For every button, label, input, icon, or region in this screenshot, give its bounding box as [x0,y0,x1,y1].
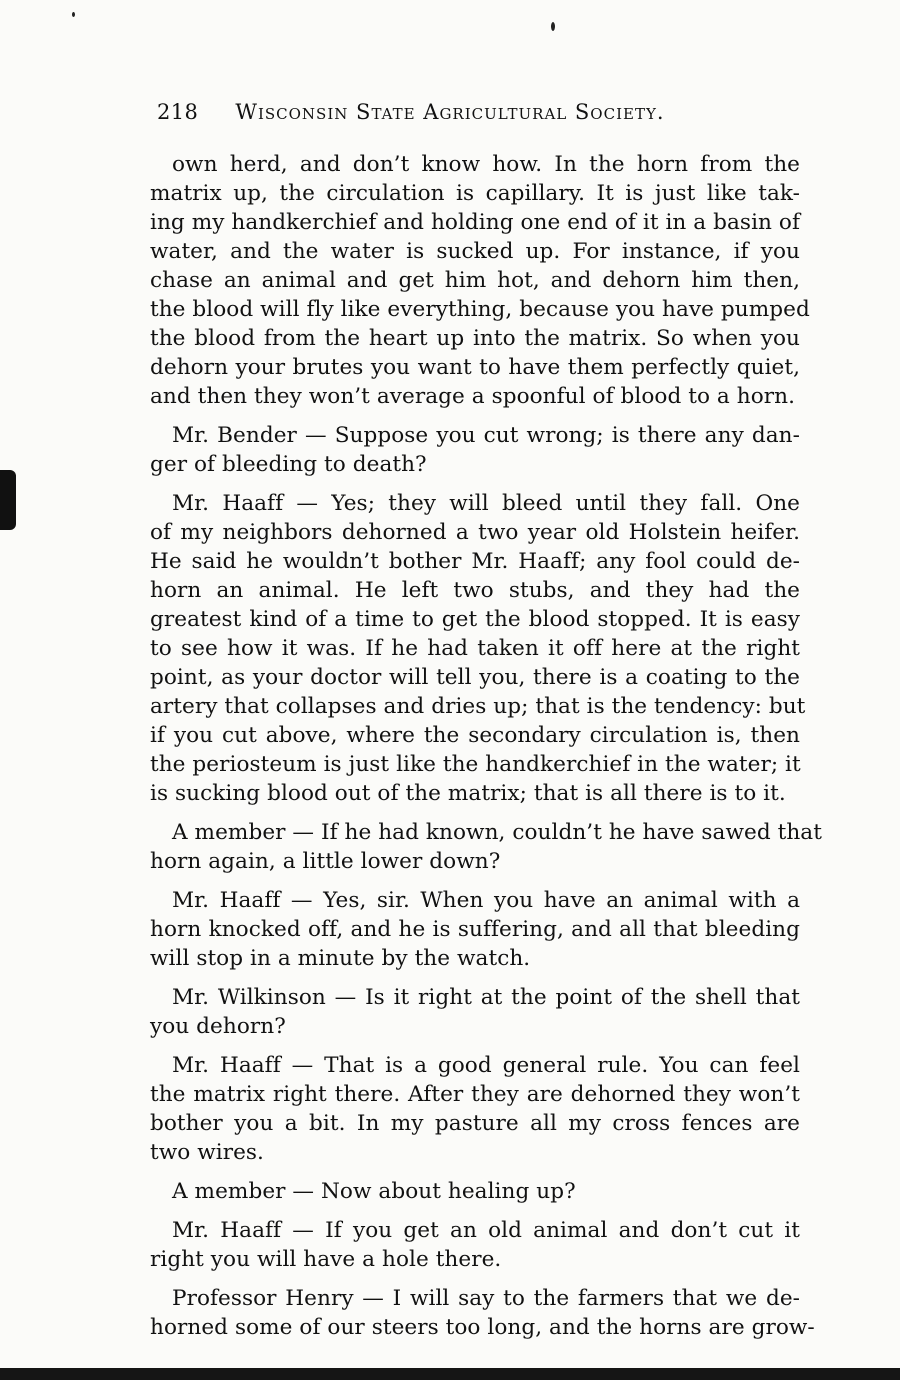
text-line: bother you a bit. In my pasture all my cross fences are [150,1111,800,1136]
text-line: right you will have a hole there. [150,1247,502,1272]
text-line: He said he wouldn’t bother Mr. Haaff; any fool could de- [150,549,800,574]
paragraph [150,421,800,479]
paragraph [150,1177,800,1206]
text-line: the matrix right there. After they are dehorned they won’t [150,1082,800,1107]
page-body [150,150,822,1352]
text-line: artery that collapses and dries up; that is the tendency: but [150,694,806,719]
text-line: you dehorn? [150,1014,286,1039]
ink-speck [72,12,75,17]
paragraph [150,818,822,876]
text-line: chase an animal and get him hot, and dehorn him then, [150,268,800,293]
text-line: point, as your doctor will tell you, there is a coating to the [150,665,800,690]
text-line: horned some of our steers too long, and the horns are grow- [150,1315,815,1340]
paragraph [150,1051,800,1167]
text-line: matrix up, the circulation is capillary. It is just like tak- [150,181,800,206]
scan-bottom-edge [0,1368,900,1380]
paragraph [150,150,810,411]
text-line: Mr. Haaff — If you get an old animal and don’t cut it [172,1218,800,1243]
text-line: if you cut above, where the secondary circulation is, then [150,723,800,748]
paragraph [150,1284,815,1342]
text-line: the periosteum is just like the handkerchief in the water; it [150,752,801,777]
text-line: ger of bleeding to death? [150,452,427,477]
paragraph [150,886,800,973]
text-line: Mr. Haaff — Yes; they will bleed until they fall. One [172,491,800,516]
paragraph [150,983,800,1041]
text-line: horn again, a little lower down? [150,849,501,874]
text-line: two wires. [150,1140,264,1165]
text-line: of my neighbors dehorned a two year old Holstein heifer. [150,520,800,545]
text-line: Mr. Haaff — That is a good general rule. You can feel [172,1053,800,1078]
text-line: Mr. Bender — Suppose you cut wrong; is there any dan- [172,423,800,448]
text-line: A member — If he had known, couldn’t he have sawed that [172,820,822,845]
text-line: Professor Henry — I will say to the farmers that we de- [172,1286,800,1311]
text-line: the blood will fly like everything, because you have pumped [150,297,810,322]
text-line: Mr. Wilkinson — Is it right at the point of the shell that [172,985,800,1010]
paragraph [150,489,806,808]
ink-speck [551,22,555,31]
text-line: Mr. Haaff — Yes, sir. When you have an animal with a [172,888,800,913]
text-line: dehorn your brutes you want to have them perfectly quiet, [150,355,800,380]
text-line: greatest kind of a time to get the blood stopped. It is easy [150,607,800,632]
paragraph [150,1216,800,1274]
text-line: water, and the water is sucked up. For instance, if you [150,239,800,264]
text-line: will stop in a minute by the watch. [150,946,531,971]
text-line: to see how it was. If he had taken it off here at the right [150,636,800,661]
page-header [157,100,817,124]
text-line: and then they won’t average a spoonful of blood to a horn. [150,384,796,409]
text-line: ing my handkerchief and holding one end of it in a basin of [150,210,800,235]
text-line: A member — Now about healing up? [172,1179,576,1204]
running-title: Wisconsin State Agricultural Society. [235,100,665,124]
page-number: 218 [157,100,199,124]
text-line: the blood from the heart up into the matrix. So when you [150,326,800,351]
text-line: horn knocked off, and he is suffering, and all that bleeding [150,917,800,942]
scan-edge-mark [0,470,16,530]
text-line: is sucking blood out of the matrix; that is all there is to it. [150,781,786,806]
text-line: own herd, and don’t know how. In the horn from the [172,152,800,177]
text-line: horn an animal. He left two stubs, and they had the [150,578,800,603]
